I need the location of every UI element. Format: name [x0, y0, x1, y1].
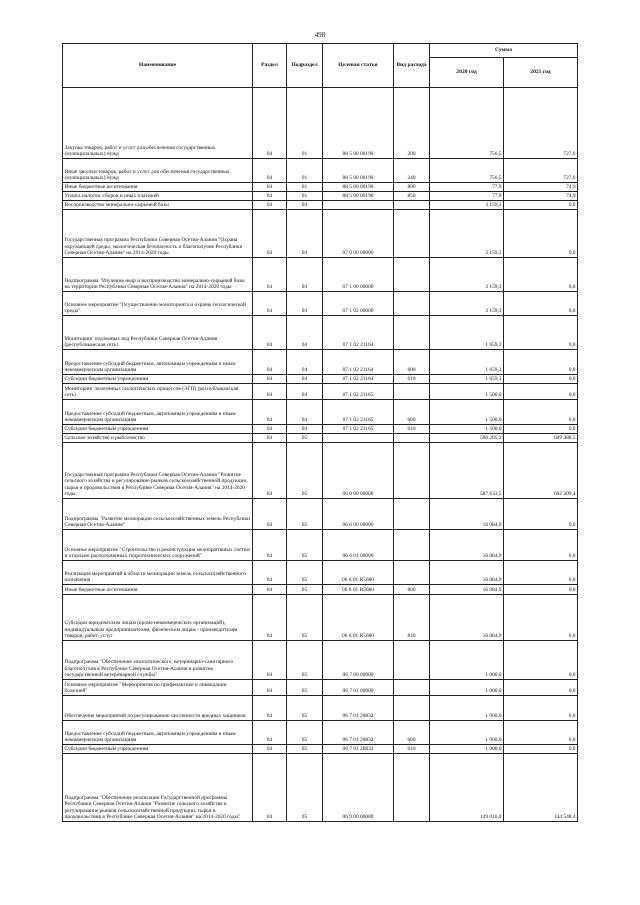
row-sum-2020: 1 500,0 — [430, 400, 504, 425]
table-row — [63, 434, 578, 443]
row-sum-2021: 0,0 — [504, 745, 578, 754]
table-row — [63, 159, 578, 183]
row-sum-2021: 0,0 — [504, 721, 578, 745]
row-target-article: 06 7 01 20832 — [323, 696, 394, 721]
row-expense-type — [394, 561, 430, 585]
row-sum-2020: 1 000,0 — [430, 745, 504, 754]
row-subsection: 05 — [287, 595, 323, 641]
row-sum-2021: 0,0 — [504, 210, 578, 258]
row-section: 04 — [253, 745, 287, 754]
row-target-article: 06 6 01 R5680 — [323, 585, 394, 595]
row-name: Основное мероприятие "Осуществление мониторинга и охраны геологической среды" — [63, 292, 253, 316]
row-section: 04 — [253, 258, 287, 292]
row-expense-type — [394, 210, 430, 258]
row-sum-2020: 3 159,3 — [430, 210, 504, 258]
row-expense-type — [394, 499, 430, 530]
header-year-2020: 2020 год — [430, 58, 504, 88]
row-name: Субсидии бюджетным учреждениям — [63, 425, 253, 434]
row-sum-2020: 3 159,3 — [430, 292, 504, 316]
row-target-article: 07 1 02 21164 — [323, 350, 394, 375]
row-target-article: 06 0 00 00000 — [323, 443, 394, 499]
row-section: 04 — [253, 696, 287, 721]
row-sum-2021: 0,0 — [504, 292, 578, 316]
row-sum-2021: 74,9 — [504, 192, 578, 201]
table-row — [63, 530, 578, 561]
row-section: 04 — [253, 585, 287, 595]
header-sum: Сумма — [430, 44, 578, 58]
row-name: Иные бюджетные ассигнования — [63, 585, 253, 595]
table-row — [63, 680, 578, 696]
row-sum-2021: 0,0 — [504, 499, 578, 530]
row-section: 04 — [253, 201, 287, 210]
row-name: Подпрограмма "Развитие мелиорации сельскохозяйственных земель Республики Северная Осетия-Алания" — [63, 499, 253, 530]
row-name: Реализация мероприятий в области мелиорации земель сельскохозяйственного назначения — [63, 561, 253, 585]
row-section: 04 — [253, 350, 287, 375]
row-sum-2021: 0,0 — [504, 384, 578, 400]
row-expense-type — [394, 316, 430, 350]
row-sum-2020: 16 084,9 — [430, 530, 504, 561]
row-sum-2021: 727,0 — [504, 159, 578, 183]
row-expense-type: 810 — [394, 595, 430, 641]
row-name: Основное мероприятие "Строительство и реконструкция мелиоративных систем и отдельно расположенных гидротехнических сооружений" — [63, 530, 253, 561]
row-sum-2020: 16 084,9 — [430, 595, 504, 641]
row-sum-2020: 1 000,0 — [430, 696, 504, 721]
row-subsection: 04 — [287, 210, 323, 258]
row-name: Мониторинг экзогенных геологических процессов (ЭГП) (республиканская сеть) — [63, 384, 253, 400]
row-sum-2021: 0,0 — [504, 641, 578, 680]
row-section: 04 — [253, 316, 287, 350]
table-row — [63, 201, 578, 210]
table-row — [63, 499, 578, 530]
row-name: Субсидии бюджетным учреждениям — [63, 375, 253, 384]
row-subsection: 04 — [287, 201, 323, 210]
row-section: 04 — [253, 425, 287, 434]
table-row — [63, 350, 578, 375]
row-name: Государственная программа Республики Северная Осетия-Алания "Охрана окружающей среды, экологическая безопасность и благополучие Республики Северная Осетия-Алания" на 2014-2020 годы — [63, 210, 253, 258]
table-row — [63, 561, 578, 585]
row-expense-type: 240 — [394, 159, 430, 183]
row-section: 04 — [253, 192, 287, 201]
table-row — [63, 400, 578, 425]
row-expense-type — [394, 641, 430, 680]
row-target-article: 06 6 01 R5680 — [323, 595, 394, 641]
row-sum-2020: 77,9 — [430, 192, 504, 201]
row-sum-2020: 1 659,3 — [430, 350, 504, 375]
table-row — [63, 641, 578, 680]
row-name: Иные бюджетные ассигнования — [63, 183, 253, 192]
row-sum-2020: 149 010,0 — [430, 754, 504, 822]
row-name: Воспроизводство минерально-сырьевой базы — [63, 201, 253, 210]
table-row — [63, 384, 578, 400]
row-sum-2021: 0,0 — [504, 350, 578, 375]
row-name: Предоставление субсидий бюджетным, автономным учреждениям и иным некоммерческим организациям — [63, 350, 253, 375]
row-expense-type — [394, 384, 430, 400]
row-subsection: 05 — [287, 680, 323, 696]
row-subsection: 05 — [287, 434, 323, 443]
row-expense-type: 610 — [394, 745, 430, 754]
row-sum-2020: 756,5 — [430, 159, 504, 183]
row-section: 04 — [253, 754, 287, 822]
table-row — [63, 183, 578, 192]
row-expense-type — [394, 696, 430, 721]
row-target-article: 07 1 02 21164 — [323, 316, 394, 350]
row-sum-2021: 0,0 — [504, 595, 578, 641]
row-subsection: 05 — [287, 561, 323, 585]
row-target-article: 07 1 02 21165 — [323, 425, 394, 434]
row-target-article: 06 9 00 00000 — [323, 754, 394, 822]
table-row — [63, 192, 578, 201]
row-expense-type — [394, 292, 430, 316]
row-sum-2020: 16 084,9 — [430, 585, 504, 595]
row-subsection: 05 — [287, 530, 323, 561]
table-row — [63, 696, 578, 721]
row-subsection: 04 — [287, 384, 323, 400]
row-section: 04 — [253, 159, 287, 183]
table-row — [63, 375, 578, 384]
row-target-article: 06 7 00 00000 — [323, 641, 394, 680]
row-section: 04 — [253, 434, 287, 443]
row-sum-2020: 16 084,9 — [430, 561, 504, 585]
table-row — [63, 595, 578, 641]
row-sum-2020: 1 000,0 — [430, 641, 504, 680]
row-sum-2020: 1 000,0 — [430, 680, 504, 696]
row-sum-2021: 144 548,4 — [504, 754, 578, 822]
row-name: Сельское хозяйство и рыболовство — [63, 434, 253, 443]
row-target-article: 88 5 00 00190 — [323, 192, 394, 201]
row-target-article: 07 1 02 21165 — [323, 400, 394, 425]
row-section: 04 — [253, 375, 287, 384]
row-target-article: 06 6 00 00000 — [323, 499, 394, 530]
header-subsection: Подраздел — [287, 44, 323, 88]
row-expense-type — [394, 201, 430, 210]
row-sum-2021: 0,0 — [504, 375, 578, 384]
table-row — [63, 88, 578, 159]
table-row — [63, 745, 578, 754]
row-subsection: 01 — [287, 159, 323, 183]
row-subsection: 05 — [287, 443, 323, 499]
header-year-2021: 2021 год — [504, 58, 578, 88]
row-subsection: 04 — [287, 400, 323, 425]
row-expense-type — [394, 754, 430, 822]
row-expense-type — [394, 434, 430, 443]
row-name: Основное мероприятие "Мероприятия по профилактике и ликвидации болезней" — [63, 680, 253, 696]
row-name: Закупка товаров, работ и услуг для обеспечения государственных (муниципальных) нужд — [63, 88, 253, 159]
row-sum-2021: 602 209,4 — [504, 443, 578, 499]
row-section: 04 — [253, 499, 287, 530]
row-sum-2020: 16 084,9 — [430, 499, 504, 530]
row-expense-type: 600 — [394, 350, 430, 375]
row-sum-2020: 756,5 — [430, 88, 504, 159]
header-section: Раздел — [253, 44, 287, 88]
row-sum-2021: 0,0 — [504, 258, 578, 292]
row-name: Уплата налогов, сборов и иных платежей — [63, 192, 253, 201]
budget-table — [62, 43, 578, 822]
row-section: 04 — [253, 443, 287, 499]
row-section: 04 — [253, 384, 287, 400]
row-name: Государственная программа Республики Северная Осетия-Алания "Развитие сельского хозяйства и регулирование рынков сельскохозяйственной продукции, сырья и продовольствия в Республике Северная Осетия-Алания" на 2014-2020 годы — [63, 443, 253, 499]
row-section: 04 — [253, 641, 287, 680]
row-subsection: 04 — [287, 292, 323, 316]
row-target-article: 88 5 00 00190 — [323, 88, 394, 159]
row-target-article: 88 5 00 00190 — [323, 183, 394, 192]
table-row — [63, 425, 578, 434]
row-name: Предоставление субсидий бюджетным, автономным учреждениям и иным некоммерческим организациям — [63, 721, 253, 745]
row-section: 04 — [253, 530, 287, 561]
row-section: 04 — [253, 210, 287, 258]
row-expense-type: 800 — [394, 585, 430, 595]
row-subsection: 05 — [287, 745, 323, 754]
row-sum-2020: 596 285,3 — [430, 434, 504, 443]
row-expense-type — [394, 680, 430, 696]
row-expense-type: 800 — [394, 183, 430, 192]
row-target-article: 88 5 00 00190 — [323, 159, 394, 183]
row-sum-2020: 3 159,3 — [430, 201, 504, 210]
row-sum-2021: 0,0 — [504, 680, 578, 696]
row-subsection: 05 — [287, 641, 323, 680]
row-section: 04 — [253, 400, 287, 425]
row-subsection: 01 — [287, 183, 323, 192]
row-sum-2021: 0,0 — [504, 201, 578, 210]
row-sum-2021: 0,0 — [504, 696, 578, 721]
row-expense-type: 600 — [394, 400, 430, 425]
row-name: Подпрограмма "Изучение недр и воспроизводство минерально-сырьевой базы на территории Республики Северная Осетия-Алания" на 2014-2020 годы — [63, 258, 253, 292]
row-subsection: 05 — [287, 754, 323, 822]
row-subsection: 04 — [287, 258, 323, 292]
page-number: 498 — [314, 31, 326, 39]
row-sum-2021: 609 488,5 — [504, 434, 578, 443]
table-row — [63, 316, 578, 350]
row-section: 04 — [253, 595, 287, 641]
row-expense-type: 850 — [394, 192, 430, 201]
row-sum-2020: 3 159,3 — [430, 258, 504, 292]
row-expense-type: 610 — [394, 425, 430, 434]
table-body — [63, 88, 578, 822]
table-row — [63, 754, 578, 822]
row-target-article: 07 1 00 00000 — [323, 258, 394, 292]
row-sum-2020: 1 500,0 — [430, 425, 504, 434]
row-target-article: 06 7 01 20832 — [323, 745, 394, 754]
row-sum-2021: 0,0 — [504, 400, 578, 425]
row-subsection: 01 — [287, 192, 323, 201]
row-subsection: 04 — [287, 425, 323, 434]
table-row — [63, 258, 578, 292]
row-sum-2020: 1 659,3 — [430, 316, 504, 350]
row-sum-2020: 1 500,0 — [430, 384, 504, 400]
row-sum-2020: 1 659,3 — [430, 375, 504, 384]
row-sum-2020: 587 633,5 — [430, 443, 504, 499]
row-expense-type: 200 — [394, 88, 430, 159]
row-expense-type: 600 — [394, 721, 430, 745]
row-target-article: 07 1 02 21164 — [323, 375, 394, 384]
row-target-article: 06 7 01 20832 — [323, 721, 394, 745]
row-name: Подпрограмма "Обеспечение реализации Государственной программы Республики Северная Осетия-Алания "Развитие сельского хозяйства и регулирование рынков сельскохозяйственной продукции, сырья и продовольствия в Республике Северная Осетия-Алания" на 2014-2020 годы" — [63, 754, 253, 822]
row-target-article — [323, 434, 394, 443]
row-subsection: 04 — [287, 350, 323, 375]
row-sum-2020: 1 000,0 — [430, 721, 504, 745]
row-name: Мониторинг подземных вод Республики Северная Осетия-Алания (республиканская сеть) — [63, 316, 253, 350]
header-expense-type: Вид расхода — [394, 44, 430, 88]
row-section: 04 — [253, 292, 287, 316]
row-target-article — [323, 201, 394, 210]
row-expense-type — [394, 258, 430, 292]
row-subsection: 05 — [287, 721, 323, 745]
row-name: Предоставление субсидий бюджетным, автономным учреждениям и иным некоммерческим организациям — [63, 400, 253, 425]
row-sum-2021: 0,0 — [504, 585, 578, 595]
row-sum-2021: 0,0 — [504, 561, 578, 585]
row-name: Подпрограмма "Обеспечение эпизоотического, ветеринарно-санитарного благополучия в Республике Северная Осетия-Алания и развитие государственной ветеринарной службы" — [63, 641, 253, 680]
row-name: Иные закупки товаров, работ и услуг для обеспечения государственных (муниципальных) нужд — [63, 159, 253, 183]
row-sum-2021: 0,0 — [504, 530, 578, 561]
row-name: Субсидии юридическим лицам (кроме некоммерческих организаций), индивидуальным предпринимателям, физическим лицам - производителям товаров, работ, услуг — [63, 595, 253, 641]
row-subsection: 04 — [287, 375, 323, 384]
header-name: Наименование — [63, 44, 253, 88]
table-row — [63, 210, 578, 258]
row-subsection: 05 — [287, 499, 323, 530]
row-sum-2021: 727,0 — [504, 88, 578, 159]
row-target-article: 07 0 00 00000 — [323, 210, 394, 258]
row-expense-type — [394, 530, 430, 561]
table-row — [63, 585, 578, 595]
row-sum-2021: 0,0 — [504, 425, 578, 434]
row-subsection: 05 — [287, 696, 323, 721]
table-row — [63, 721, 578, 745]
row-target-article: 06 6 01 00000 — [323, 530, 394, 561]
row-section: 04 — [253, 561, 287, 585]
row-subsection: 04 — [287, 316, 323, 350]
row-name: Обеспечение мероприятий по регулированию численности вредных хищников — [63, 696, 253, 721]
row-target-article: 06 7 01 00000 — [323, 680, 394, 696]
row-section: 04 — [253, 88, 287, 159]
row-target-article: 06 6 01 R5680 — [323, 561, 394, 585]
row-section: 04 — [253, 183, 287, 192]
row-expense-type — [394, 443, 430, 499]
row-sum-2020: 77,9 — [430, 183, 504, 192]
table-row — [63, 443, 578, 499]
table-row — [63, 292, 578, 316]
row-section: 04 — [253, 721, 287, 745]
row-sum-2021: 0,0 — [504, 316, 578, 350]
row-expense-type: 610 — [394, 375, 430, 384]
header-target-article: Целевая статья — [323, 44, 394, 88]
row-name: Субсидии бюджетным учреждениям — [63, 745, 253, 754]
row-target-article: 07 1 02 00000 — [323, 292, 394, 316]
row-section: 04 — [253, 680, 287, 696]
row-subsection: 01 — [287, 88, 323, 159]
row-sum-2021: 74,9 — [504, 183, 578, 192]
row-subsection: 05 — [287, 585, 323, 595]
row-target-article: 07 1 02 21165 — [323, 384, 394, 400]
